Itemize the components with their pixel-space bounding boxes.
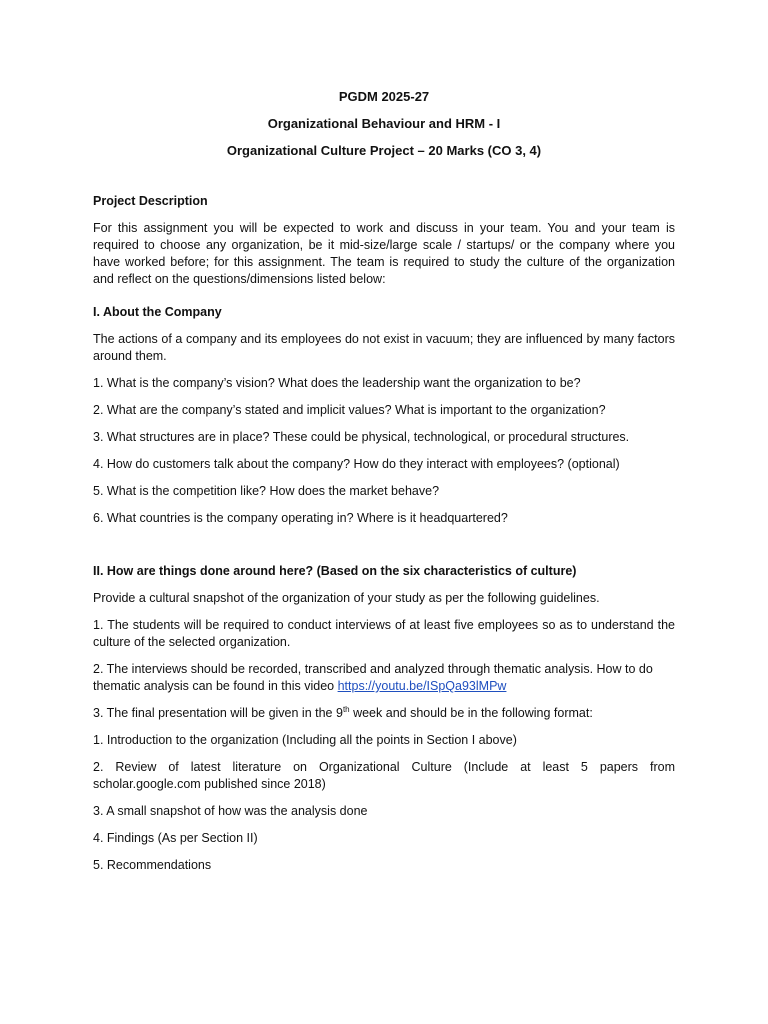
course-title: Organizational Behaviour and HRM - I [267, 116, 501, 131]
section1-item: 4. How do customers talk about the company? How do they interact with employees? (optional) [93, 457, 620, 471]
video-link[interactable]: https://youtu.be/ISpQa93lMPw [337, 679, 507, 693]
section1-item: 6. What countries is the company operating in? Where is it headquartered? [93, 511, 508, 525]
ordinal-suffix: th [342, 704, 350, 714]
format-item: 4. Findings (As per Section II) [93, 831, 258, 845]
project-description-text: For this assignment you will be expected to work and discuss in your team. You and your team is required to choose any organization, be it mid-size/large scale / startups/ or the company where you have worked before; for this assignment. The team is required to study the culture of the organization and reflect on the questions/dimensions listed below: [93, 221, 675, 286]
guideline-2-text: 2. The interviews should be recorded, transcribed and analyzed through thematic analysis. How to do thematic analysis can be found in this video [93, 662, 653, 693]
section2-heading: II. How are things done around here? (Based on the six characteristics of culture) [93, 564, 577, 578]
section1-item: 5. What is the competition like? How does the market behave? [93, 484, 440, 498]
guideline-3 [93, 705, 675, 722]
guideline-3-post: week and should be in the following format: [349, 706, 593, 720]
section2-intro: Provide a cultural snapshot of the organization of your study as per the following guidelines. [93, 591, 600, 605]
guideline-3-pre: 3. The final presentation will be given in the 9 [93, 706, 343, 720]
format-item: 2. Review of latest literature on Organizational Culture (Include at least 5 papers from scholar.google.com published since 2018) [93, 760, 675, 791]
section1-heading: I. About the Company [93, 305, 222, 319]
format-item: 5. Recommendations [93, 858, 212, 872]
document-page [93, 88, 675, 884]
project-description-heading: Project Description [93, 194, 208, 208]
project-title: Organizational Culture Project – 20 Marks (CO 3, 4) [226, 143, 542, 158]
section1-item: 3. What structures are in place? These could be physical, technological, or procedural structures. [93, 430, 630, 444]
section1-intro: The actions of a company and its employees do not exist in vacuum; they are influenced by many factors around them. [93, 332, 675, 363]
format-item: 1. Introduction to the organization (Including all the points in Section I above) [93, 733, 517, 747]
section1-item: 2. What are the company’s stated and implicit values? What is important to the organization? [93, 403, 606, 417]
guideline-1: 1. The students will be required to conduct interviews of at least five employees so as to understand the culture of the selected organization. [93, 618, 675, 649]
guideline-2 [93, 661, 675, 695]
section1-item: 1. What is the company’s vision? What does the leadership want the organization to be? [93, 376, 581, 390]
program-title: PGDM 2025-27 [338, 89, 430, 104]
format-item: 3. A small snapshot of how was the analysis done [93, 804, 368, 818]
